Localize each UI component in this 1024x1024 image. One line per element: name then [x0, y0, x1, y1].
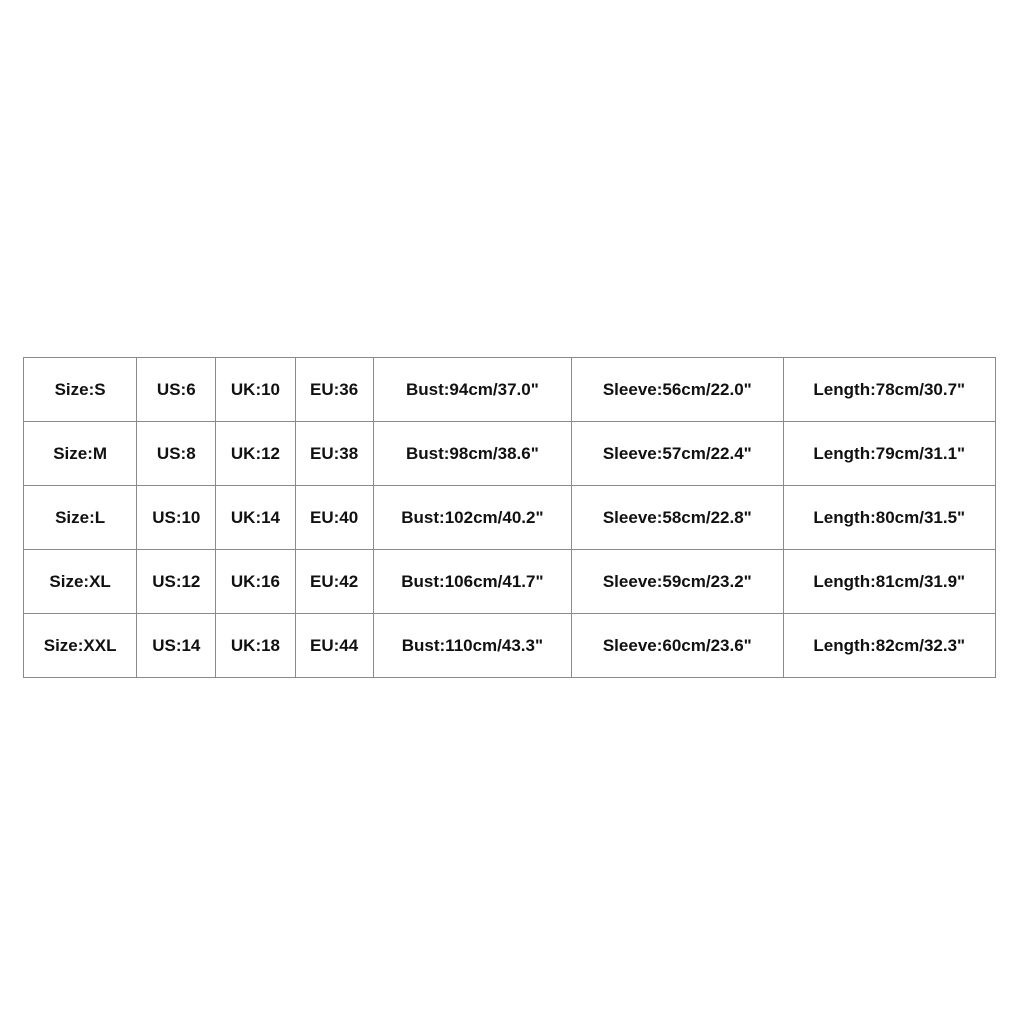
size-cell: Size:M: [24, 422, 137, 486]
length-cell: Length:79cm/31.1": [783, 422, 995, 486]
sleeve-cell: Sleeve:57cm/22.4": [572, 422, 783, 486]
eu-size-cell: EU:42: [295, 550, 373, 614]
size-cell: Size:XXL: [24, 614, 137, 678]
us-size-cell: US:12: [137, 550, 216, 614]
uk-size-cell: UK:16: [216, 550, 295, 614]
eu-size-cell: EU:36: [295, 358, 373, 422]
table-row: [24, 486, 996, 550]
size-cell: Size:L: [24, 486, 137, 550]
bust-cell: Bust:106cm/41.7": [373, 550, 571, 614]
eu-size-cell: EU:40: [295, 486, 373, 550]
length-cell: Length:80cm/31.5": [783, 486, 995, 550]
uk-size-cell: UK:12: [216, 422, 295, 486]
size-cell: Size:S: [24, 358, 137, 422]
us-size-cell: US:10: [137, 486, 216, 550]
bust-cell: Bust:94cm/37.0": [373, 358, 571, 422]
table-row: [24, 614, 996, 678]
bust-cell: Bust:110cm/43.3": [373, 614, 571, 678]
table-row: [24, 358, 996, 422]
sleeve-cell: Sleeve:59cm/23.2": [572, 550, 783, 614]
bust-cell: Bust:102cm/40.2": [373, 486, 571, 550]
uk-size-cell: UK:10: [216, 358, 295, 422]
us-size-cell: US:6: [137, 358, 216, 422]
table-row: [24, 422, 996, 486]
size-cell: Size:XL: [24, 550, 137, 614]
bust-cell: Bust:98cm/38.6": [373, 422, 571, 486]
eu-size-cell: EU:44: [295, 614, 373, 678]
sleeve-cell: Sleeve:58cm/22.8": [572, 486, 783, 550]
uk-size-cell: UK:14: [216, 486, 295, 550]
length-cell: Length:82cm/32.3": [783, 614, 995, 678]
uk-size-cell: UK:18: [216, 614, 295, 678]
eu-size-cell: EU:38: [295, 422, 373, 486]
table-row: [24, 550, 996, 614]
sleeve-cell: Sleeve:56cm/22.0": [572, 358, 783, 422]
sleeve-cell: Sleeve:60cm/23.6": [572, 614, 783, 678]
us-size-cell: US:8: [137, 422, 216, 486]
us-size-cell: US:14: [137, 614, 216, 678]
size-chart-table: [23, 357, 996, 678]
length-cell: Length:78cm/30.7": [783, 358, 995, 422]
length-cell: Length:81cm/31.9": [783, 550, 995, 614]
